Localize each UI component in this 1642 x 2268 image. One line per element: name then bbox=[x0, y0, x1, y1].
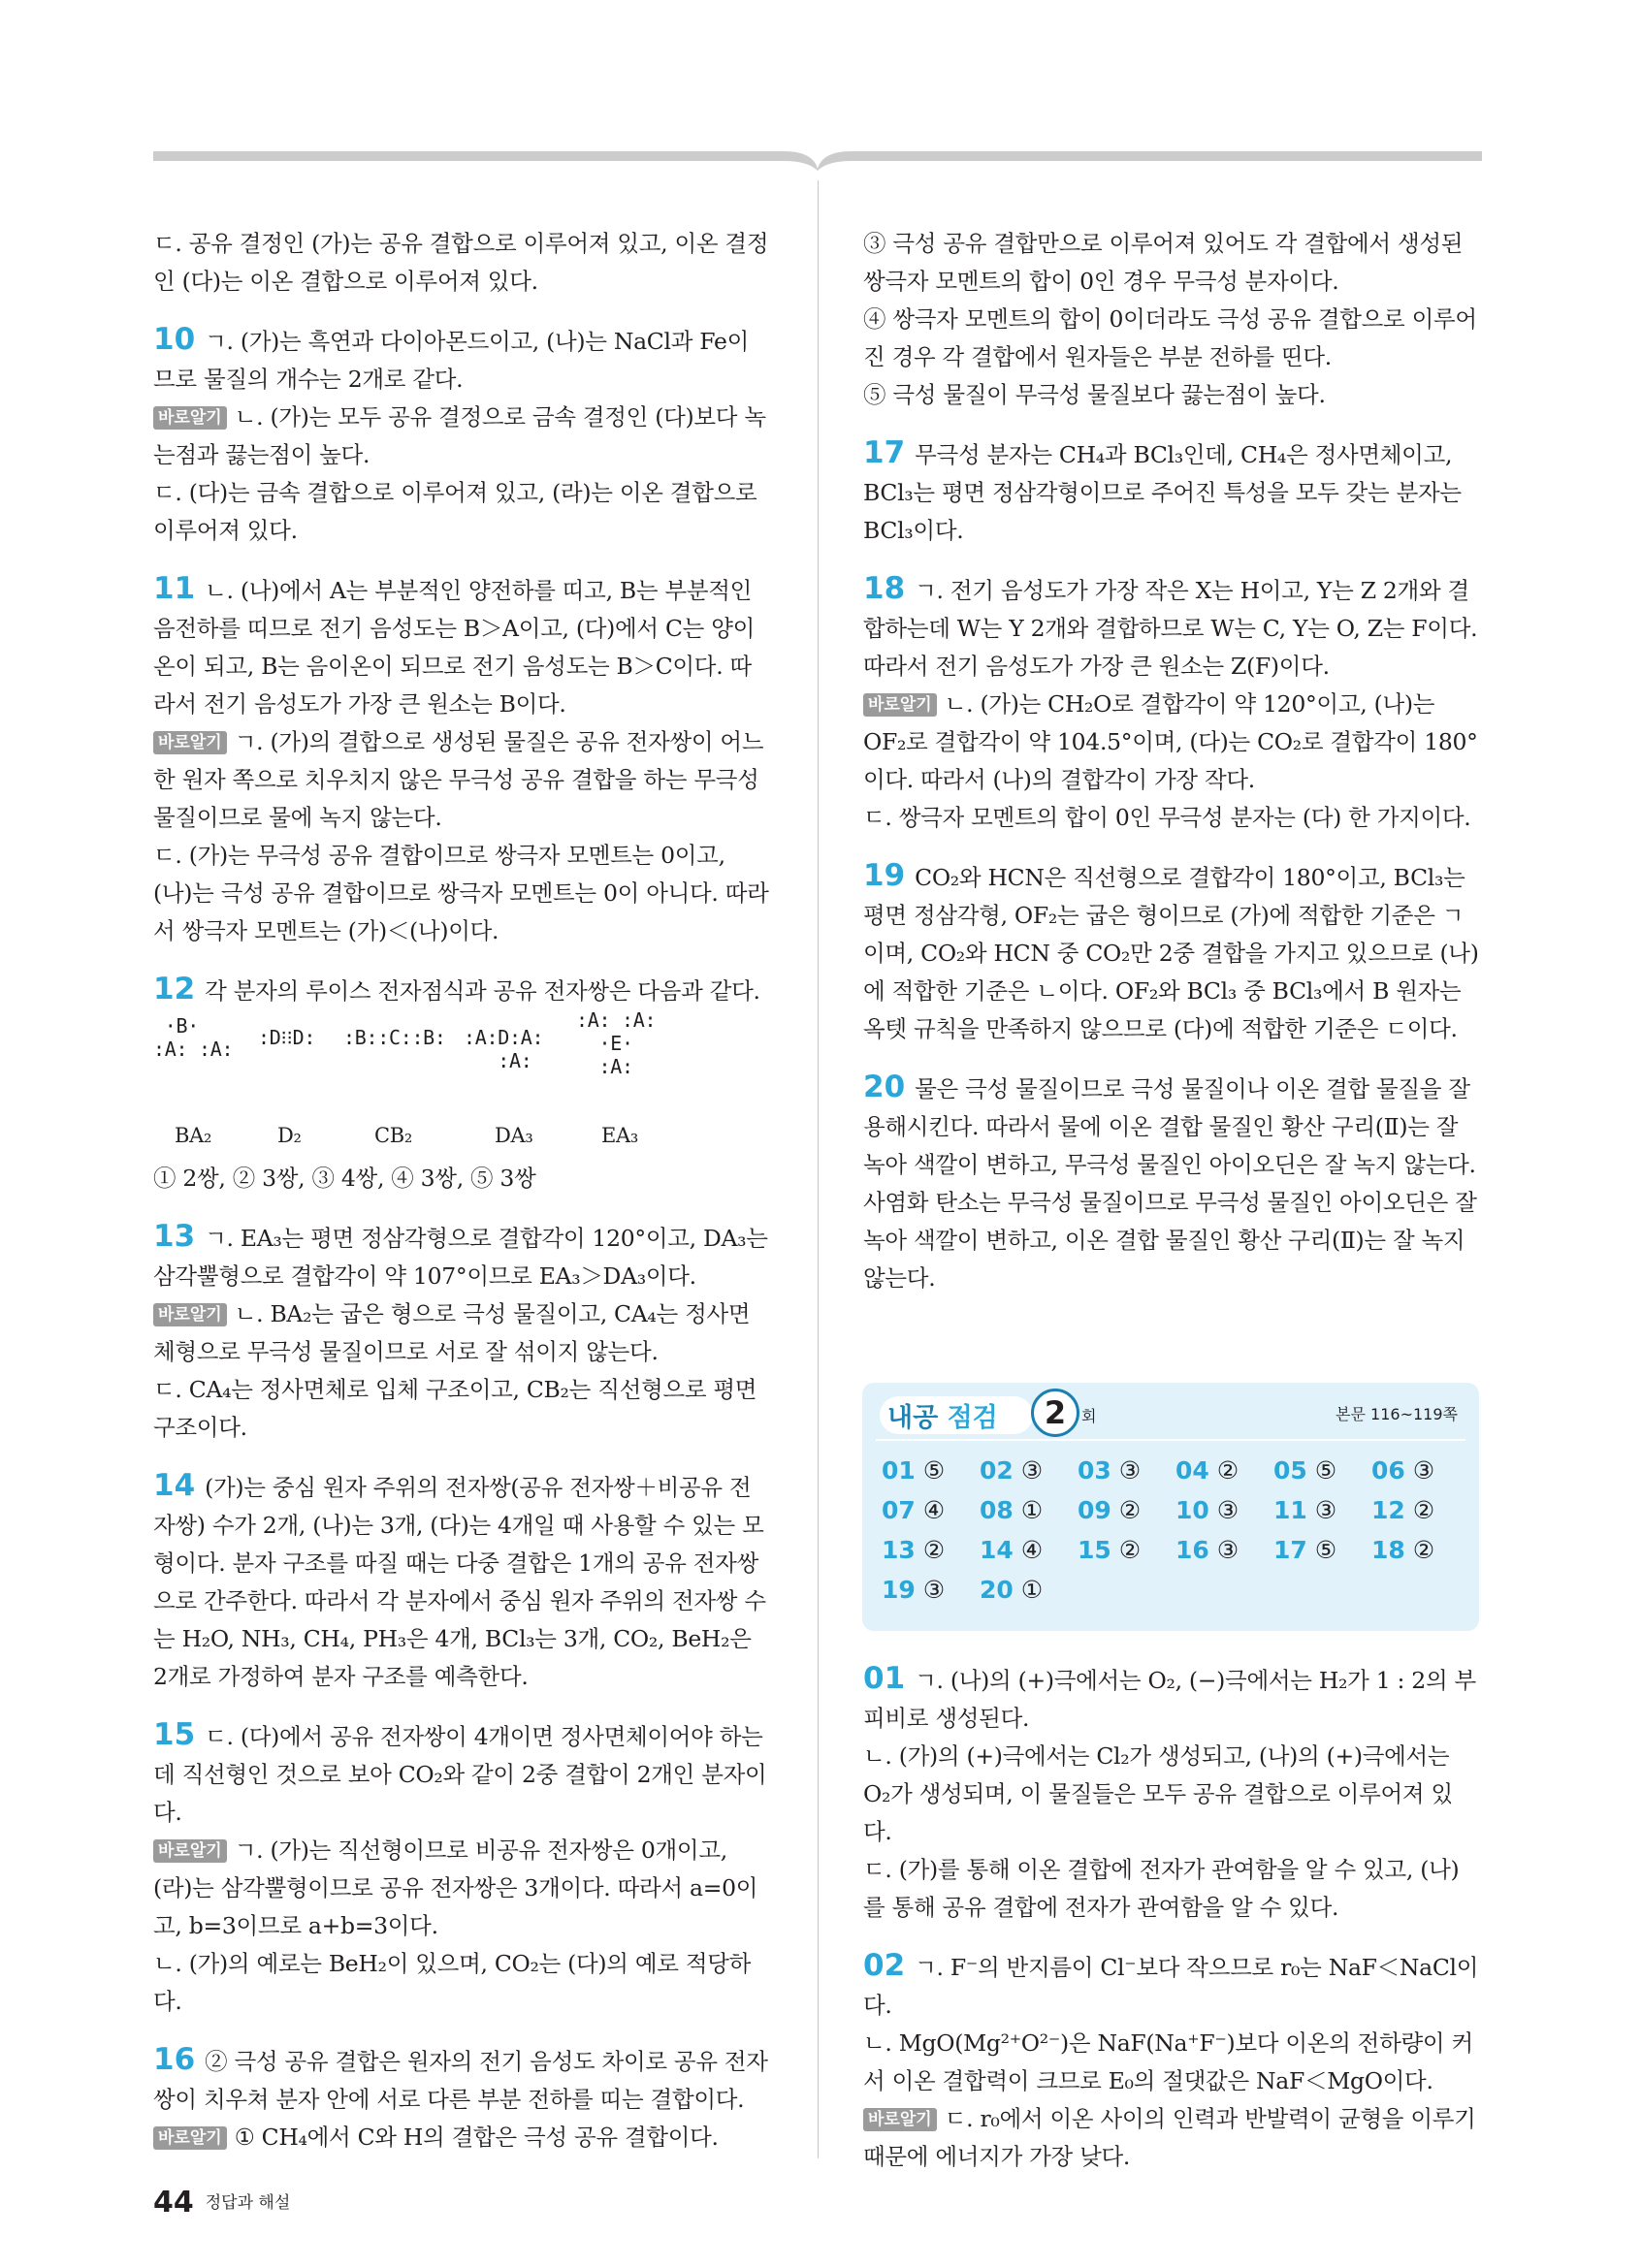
header-divider bbox=[876, 1439, 1465, 1441]
question-number: 10 bbox=[153, 322, 196, 357]
answer-cell bbox=[1273, 1496, 1336, 1524]
answer-cell bbox=[882, 1456, 945, 1485]
question-16: 16 ② 극성 공유 결합은 원자의 전기 음성도 차이로 공유 전자쌍이 치우쳐 분자 안에 서로 다른 부분 전하를 띠는 결합이다. 바로알기 ① CH₄에서 C와 H의 결합은 극성 공유 결합이다. bbox=[153, 2042, 768, 2151]
top-banner bbox=[153, 147, 1482, 171]
answer-choice: ③ bbox=[1216, 1496, 1240, 1524]
answer-cell bbox=[1371, 1496, 1434, 1524]
answer-choice: ③ bbox=[1314, 1496, 1337, 1524]
answer-number: 05 bbox=[1273, 1456, 1307, 1485]
lewis-ba2: ·B· :A: :A: bbox=[153, 1014, 234, 1061]
page-number: 44 bbox=[153, 2186, 194, 2220]
answer-number: 11 bbox=[1273, 1496, 1307, 1524]
molecule-label: EA₃ bbox=[601, 1124, 639, 1147]
question-11: 11 ㄴ. (나)에서 A는 부분적인 양전하를 띠고, B는 부분적인 음전하를 띠므로 전기 음성도는 B＞A이고, (다)에서 C는 양이온이 되고, B는 음이온이 되므로 전기 음성도는 B＞C이다. 따라서 전기 음성도가 가장 큰 원소는 B이다. 바로알기 ㄱ. (가)의 결합으로 생성된 물질은 공유 전자쌍이 어느 한 원자 쪽으로 치우치지 않은 무극성 공유 결합을 하는 무극성 물질이므로 물에 녹지 않는다. ㄷ. (가)는 무극성 공유 결합이므로 쌍극자 모멘트는 0이고, (나)는 극성 공유 결합이므로 쌍극자 모멘트는 0이 아니다. 따라서 쌍극자 모멘트는 (가)＜(나)이다. bbox=[153, 571, 769, 944]
answer-cell bbox=[1175, 1536, 1239, 1564]
correction-badge: 바로알기 bbox=[863, 693, 937, 717]
answer-number: 18 bbox=[1371, 1536, 1405, 1564]
page-reference: 본문 116~119쪽 bbox=[1336, 1405, 1458, 1423]
answer-number: 17 bbox=[1273, 1536, 1307, 1564]
answer-02: 02 ㄱ. F⁻의 반지름이 Cl⁻보다 작으므로 r₀는 NaF＜NaCl이다. ㄴ. MgO(Mg²⁺O²⁻)은 NaF(Na⁺F⁻)보다 이온의 전하량이 커서 이온 결합력이 크므로 E₀의 절댓값은 NaF＜MgO이다. 바로알기 ㄷ. r₀에서 이온 사이의 인력과 반발력이 균형을 이루기 때문에 에너지가 가장 낮다. bbox=[863, 1948, 1479, 2170]
answer-cell bbox=[882, 1576, 945, 1604]
answer-choice: ② bbox=[1118, 1536, 1142, 1564]
answer-choice: ② bbox=[1412, 1536, 1435, 1564]
answer-cell bbox=[1078, 1496, 1141, 1524]
page-footer bbox=[153, 2186, 290, 2220]
answer-number: 16 bbox=[1175, 1536, 1209, 1564]
answer-choice: ④ bbox=[1020, 1536, 1044, 1564]
question-18: 18 ㄱ. 전기 음성도가 가장 작은 X는 H이고, Y는 Z 2개와 결합하는데 W는 Y 2개와 결합하므로 W는 C, Y는 O, Z는 F이다. 따라서 전기 음성도가 가장 큰 원소는 Z(F)이다. 바로알기 ㄴ. (가)는 CH₂O로 결합각이 약 120°이고, (나)는 OF₂로 결합각이 약 104.5°이며, (다)는 CO₂로 결합각이 180°이다. 따라서 (나)의 결합각이 가장 작다. ㄷ. 쌍극자 모멘트의 합이 0인 무극성 분자는 (다) 한 가지이다. bbox=[863, 571, 1478, 831]
question-number: 16 bbox=[153, 2042, 196, 2077]
answer-choice: ① bbox=[1020, 1496, 1044, 1524]
answer-cell bbox=[1078, 1536, 1141, 1564]
question-13: 13 ㄱ. EA₃는 평면 정삼각형으로 결합각이 120°이고, DA₃는 삼각뿔형으로 결합각이 약 107°이므로 EA₃＞DA₃이다. 바로알기 ㄴ. BA₂는 굽은 형으로 극성 물질이고, CA₄는 정사면체형으로 무극성 물질이므로 서로 잘 섞이지 않는다. ㄷ. CA₄는 정사면체로 입체 구조이고, CB₂는 직선형으로 평면 구조이다. bbox=[153, 1219, 768, 1441]
answer-number: 14 bbox=[980, 1536, 1014, 1564]
question-10: 10 ㄱ. (가)는 흑연과 다이아몬드이고, (나)는 NaCl과 Fe이므로 물질의 개수는 2개로 같다. 바로알기 ㄴ. (가)는 모두 공유 결정으로 금속 결정인 (다)보다 녹는점과 끓는점이 높다. ㄷ. (다)는 금속 결합으로 이루어져 있고, (라)는 이온 결합으로 이루어져 있다. bbox=[153, 322, 766, 544]
answer-box-header bbox=[862, 1383, 1479, 1443]
answer-cell bbox=[1175, 1496, 1239, 1524]
answer-choice: ⑤ bbox=[1314, 1536, 1337, 1564]
answer-choice: ④ bbox=[922, 1496, 946, 1524]
answer-box-title: 내공 점검 bbox=[880, 1396, 1033, 1434]
question-20: 20 물은 극성 물질이므로 극성 물질이나 이온 결합 물질을 잘 용해시킨다. 따라서 물에 이온 결합 물질인 황산 구리(Ⅱ)는 잘 녹아 색깔이 변하고, 무극성 물질인 아이오딘은 잘 녹지 않는다. 사염화 탄소는 무극성 물질이므로 무극성 물질인 아이오딘은 잘 녹아 색깔이 변하고, 이온 결합 물질인 황산 구리(Ⅱ)는 잘 녹지 않는다. bbox=[863, 1070, 1477, 1292]
question-number: 01 bbox=[863, 1661, 906, 1696]
answer-number: 15 bbox=[1078, 1536, 1111, 1564]
answer-number: 10 bbox=[1175, 1496, 1209, 1524]
lewis-structures bbox=[153, 1008, 770, 1160]
question-number: 02 bbox=[863, 1948, 906, 1983]
question-number: 11 bbox=[153, 571, 196, 606]
molecule-label: DA₃ bbox=[495, 1124, 533, 1147]
answer-choice: ① bbox=[1020, 1576, 1044, 1604]
paragraph: ㄷ. 공유 결정인 (가)는 공유 결합으로 이루어져 있고, 이온 결정 인 (다)는 이온 결합으로 이루어져 있다. bbox=[153, 230, 769, 295]
answer-choice: ⑤ bbox=[1314, 1456, 1337, 1485]
question-number: 20 bbox=[863, 1070, 906, 1104]
molecule-label: CB₂ bbox=[374, 1124, 413, 1147]
answer-choice: ③ bbox=[1216, 1536, 1240, 1564]
question-number: 12 bbox=[153, 972, 196, 1006]
molecule-label: D₂ bbox=[277, 1124, 302, 1147]
correction-badge: 바로알기 bbox=[153, 731, 227, 754]
answer-cell bbox=[1371, 1456, 1434, 1485]
question-17: 17 무극성 분자는 CH₄과 BCl₃인데, CH₄은 정사면체이고, BCl₃는 평면 정삼각형이므로 주어진 특성을 모두 갖는 분자는 BCl₃이다. bbox=[863, 435, 1462, 544]
left-column bbox=[153, 225, 770, 2177]
answer-cell bbox=[1273, 1536, 1336, 1564]
right-lower-column bbox=[863, 1660, 1480, 2196]
answer-choice: ② bbox=[1118, 1496, 1142, 1524]
right-column: ③ 극성 공유 결합만으로 이루어져 있어도 각 결합에서 생성된 쌍극자 모멘트의 합이 0인 경우 무극성 분자이다. ④ 쌍극자 모멘트의 합이 0이더라도 극성 공유 결합으로 이루어진 경우 각 결합에서 원자들은 부분 전하를 띤다. ⑤ 극성 물질이 무극성 물질보다 끓는점이 높다. 17 무극성 분자는 CH₄과 BCl₃인데, CH₄은 정사면체이고, BCl₃는 평면 정삼각형이므로 주어진 특성을 모두 갖는 분자는 BCl₃이다. 18 ㄱ. 전기 음성도가 가장 작은 X는 H이고, Y는 Z 2개와 결합하는데 W는 Y 2개와 결합하므로 W는 C, Y는 O, Z는 F이다. 따라서 전기 음성도가 가장 큰 원소는 Z(F)이다. 바로알기 ㄴ. (가)는 CH₂O로 결합각이 약 120°이고, (나)는 OF₂로 결합각이 약 104.5°이며, (다)는 CO₂로 결합각이 180°이다. 따라서 (나)의 결합각이 가장 작다. ㄷ. 쌍극자 모멘트의 합이 0인 무극성 분자는 (다) 한 가지이다. 19 CO₂와 HCN은 직선형으로 결합각이 180°이고, BCl₃는 평면 정삼각형, OF₂는 굽은 형이므로 (가)에 적합한 기준은 ㄱ이며, CO₂와 HCN 중 CO₂만 2중 결합을 가지고 있으므로 (나)에 적합한 기준은 ㄴ이다. OF₂와 BCl₃ 중 BCl₃에서 B 원자는 옥텟 규칙을 만족하지 않으므로 (다)에 적합한 기준은 ㄷ이다. 20 물은 극성 물질이므로 극성 물질이나 이온 결합 물질을 잘 용해시킨다. 따라서 물에 이온 결합 물질인 황산 구리(Ⅱ)는 잘 녹아 색깔이 변하고, 무극성 물질인 아이오딘은 잘 녹지 않는다. 사염화 탄소는 무극성 물질이므로 무극성 물질인 아이오딘은 잘 녹아 색깔이 변하고, 이온 결합 물질인 황산 구리(Ⅱ)는 잘 녹지 않는다. bbox=[863, 225, 1480, 1318]
answer-number: 02 bbox=[980, 1456, 1014, 1485]
lewis-ea3: :A: :A: ·E· :A: bbox=[576, 1008, 657, 1078]
lewis-cb2: :B::C::B: bbox=[343, 1026, 446, 1049]
answer-number: 04 bbox=[1175, 1456, 1209, 1485]
answer-number: 09 bbox=[1078, 1496, 1111, 1524]
answer-cell bbox=[980, 1496, 1043, 1524]
lewis-da3: :A:D:A: :A: bbox=[464, 1026, 544, 1072]
question-19: 19 CO₂와 HCN은 직선형으로 결합각이 180°이고, BCl₃는 평면 정삼각형, OF₂는 굽은 형이므로 (가)에 적합한 기준은 ㄱ이며, CO₂와 HCN 중 CO₂만 2중 결합을 가지고 있으므로 (나)에 적합한 기준은 ㄴ이다. OF₂와 BCl₃ 중 BCl₃에서 B 원자는 옥텟 규칙을 만족하지 않으므로 (다)에 적합한 기준은 ㄷ이다. bbox=[863, 858, 1479, 1042]
answer-cell bbox=[980, 1536, 1043, 1564]
round-suffix: 회 bbox=[1081, 1407, 1097, 1425]
footer-text: 정답과 해설 bbox=[205, 2193, 291, 2213]
answer-cell bbox=[1371, 1536, 1434, 1564]
answer-number: 13 bbox=[882, 1536, 916, 1564]
answer-number: 07 bbox=[882, 1496, 916, 1524]
question-number: 18 bbox=[863, 571, 906, 606]
answer-cell bbox=[882, 1496, 945, 1524]
lewis-d2: :D⁝⁝D: bbox=[258, 1026, 316, 1049]
answer-cell bbox=[1078, 1456, 1141, 1485]
answer-number: 01 bbox=[882, 1456, 916, 1485]
answer-summary-box bbox=[862, 1383, 1479, 1631]
question-number: 15 bbox=[153, 1717, 196, 1752]
answer-cell bbox=[882, 1536, 945, 1564]
answer-number: 08 bbox=[980, 1496, 1014, 1524]
answer-choice: ③ bbox=[1020, 1456, 1044, 1485]
answer-number: 06 bbox=[1371, 1456, 1405, 1485]
correction-badge: 바로알기 bbox=[153, 1839, 227, 1863]
correction-badge: 바로알기 bbox=[153, 1303, 227, 1326]
question-number: 19 bbox=[863, 858, 906, 893]
correction-badge: 바로알기 bbox=[153, 2126, 227, 2150]
answer-number: 20 bbox=[980, 1576, 1014, 1604]
question-number: 14 bbox=[153, 1468, 196, 1503]
question-number: 17 bbox=[863, 435, 906, 470]
molecule-label: BA₂ bbox=[175, 1124, 212, 1147]
question-12: 12 각 분자의 루이스 전자점식과 공유 전자쌍은 다음과 같다. ·B· :A: :A: :D⁝⁝D: :B::C::B: :A:D:A: :A: :A: :A: ·E· :A: BA₂ D₂ CB₂ DA₃ EA₃ ① 2쌍, ② 3쌍, ③ 4쌍, ④ 3쌍, ⑤ 3쌍 bbox=[153, 971, 770, 1198]
correction-badge: 바로알기 bbox=[863, 2108, 937, 2131]
answer-choice: ② bbox=[922, 1536, 946, 1564]
question-15: 15 ㄷ. (다)에서 공유 전자쌍이 4개이면 정사면체이어야 하는데 직선형인 것으로 보아 CO₂와 같이 2중 결합이 2개인 분자이다. 바로알기 ㄱ. (가)는 직선형이므로 비공유 전자쌍은 0개이고, (라)는 삼각뿔형이므로 공유 전자쌍은 3개이다. 따라서 a=0이고, b=3이므로 a+b=3이다. ㄴ. (가)의 예로는 BeH₂이 있으며, CO₂는 (다)의 예로 적당하다. bbox=[153, 1717, 767, 2015]
answer-number: 19 bbox=[882, 1576, 916, 1604]
answer-cell bbox=[1273, 1456, 1336, 1485]
column-divider bbox=[818, 180, 819, 2158]
answer-cell bbox=[980, 1576, 1043, 1604]
correction-badge: 바로알기 bbox=[153, 406, 227, 430]
question-14: 14 (가)는 중심 원자 주위의 전자쌍(공유 전자쌍＋비공유 전자쌍) 수가 2개, (나)는 3개, (다)는 4개일 때 사용할 수 있는 모형이다. 분자 구조를 따질 때는 다중 결합은 1개의 공유 전자쌍으로 간주한다. 따라서 각 분자에서 중심 원자 주위의 전자쌍 수는 H₂O, NH₃, CH₄, PH₃은 4개, BCl₃는 3개, CO₂, BeH₂은 2개로 가정하여 분자 구조를 예측한다. bbox=[153, 1468, 766, 1690]
answer-choice: ③ bbox=[1412, 1456, 1435, 1485]
answer-01: 01 ㄱ. (나)의 (+)극에서는 O₂, (−)극에서는 H₂가 1 : 2의 부피비로 생성된다. ㄴ. (가)의 (+)극에서는 Cl₂가 생성되고, (나)의 (+)극에서는 O₂가 생성되며, 이 물질들은 모두 공유 결합으로 이루어져 있다. ㄷ. (가)를 통해 이온 결합에 전자가 관여함을 알 수 있고, (나)를 통해 공유 결합에 전자가 관여함을 알 수 있다. bbox=[863, 1661, 1476, 1921]
answer-number: 03 bbox=[1078, 1456, 1111, 1485]
answer-choice: ② bbox=[1412, 1496, 1435, 1524]
answer-choice: ③ bbox=[922, 1576, 946, 1604]
answer-cell bbox=[980, 1456, 1043, 1485]
answer-choice: ② bbox=[1216, 1456, 1240, 1485]
answer-cell bbox=[1175, 1456, 1239, 1485]
round-number: 2 bbox=[1031, 1389, 1079, 1437]
answer-number: 12 bbox=[1371, 1496, 1405, 1524]
question-number: 13 bbox=[153, 1219, 196, 1254]
answer-choice: ⑤ bbox=[922, 1456, 946, 1485]
answer-choice: ③ bbox=[1118, 1456, 1142, 1485]
